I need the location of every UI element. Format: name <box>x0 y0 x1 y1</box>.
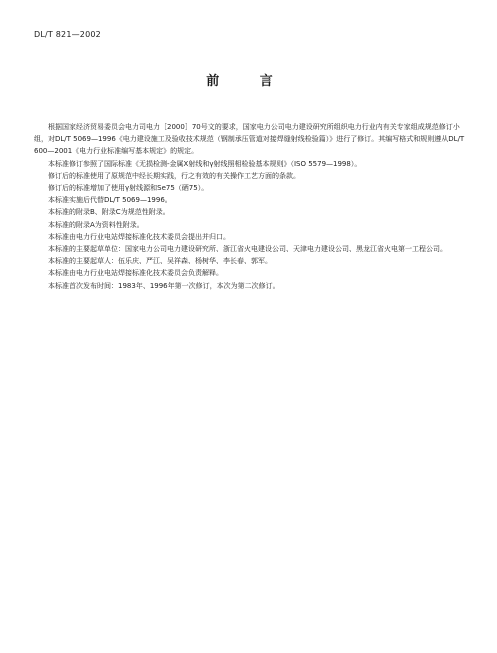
paragraph-background: 根据国家经济贸易委员会电力司电力［2000］70号文的要求，国家电力公司电力建设研究所组织电力行业内有关专家组成规范修订小组，对DL/T 5069—1996《电力建设施工及验收技术规范（钢制承压管道对接焊缝射线检验篇）》进行了修订。其编写格式和规则遵从DL/T 600—2001《电力行业标准编写基本规定》的规定。 <box>34 123 465 156</box>
paragraph-retained-clauses: 修订后的标准使用了原规范中经长期实践，行之有效的有关操作工艺方面的条款。 <box>48 171 300 180</box>
paragraph-drafters: 本标准的主要起草人：伍乐庆、严江、吴祥森、杨树华、李长春、郭军。 <box>48 257 272 266</box>
paragraph-added-sources: 修订后的标准增加了使用γ射线源和Se75（硒75）。 <box>48 184 209 193</box>
paragraph-release-history: 本标准首次发布时间：1983年、1996年第一次修订，本次为第二次修订。 <box>48 281 280 290</box>
paragraph-interpretation: 本标准由电力行业电站焊接标准化技术委员会负责解释。 <box>48 269 223 278</box>
paragraph-supersedes: 本标准实施后代替DL/T 5069—1996。 <box>48 196 172 205</box>
page-title: 前 言 <box>206 74 291 89</box>
paragraph-proposed-by: 本标准由电力行业电站焊接标准化技术委员会提出并归口。 <box>48 232 230 241</box>
paragraph-informative-annex: 本标准的附录A为资料性附录。 <box>48 220 144 229</box>
document-code-header: DL/T 821—2002 <box>34 30 101 39</box>
paragraph-drafting-units: 本标准的主要起草单位：国家电力公司电力建设研究所、浙江省火电建设公司、天津电力建设公司、黑龙江省火电第一工程公司。 <box>48 245 447 254</box>
paragraph-reference-standard: 本标准修订参照了国际标准《无损检测-金属X射线和γ射线照相检验基本规则》（ISO 5579—1998）。 <box>48 159 362 168</box>
paragraph-normative-annexes: 本标准的附录B、附录C为规范性附录。 <box>48 208 170 217</box>
document-body <box>34 121 466 292</box>
